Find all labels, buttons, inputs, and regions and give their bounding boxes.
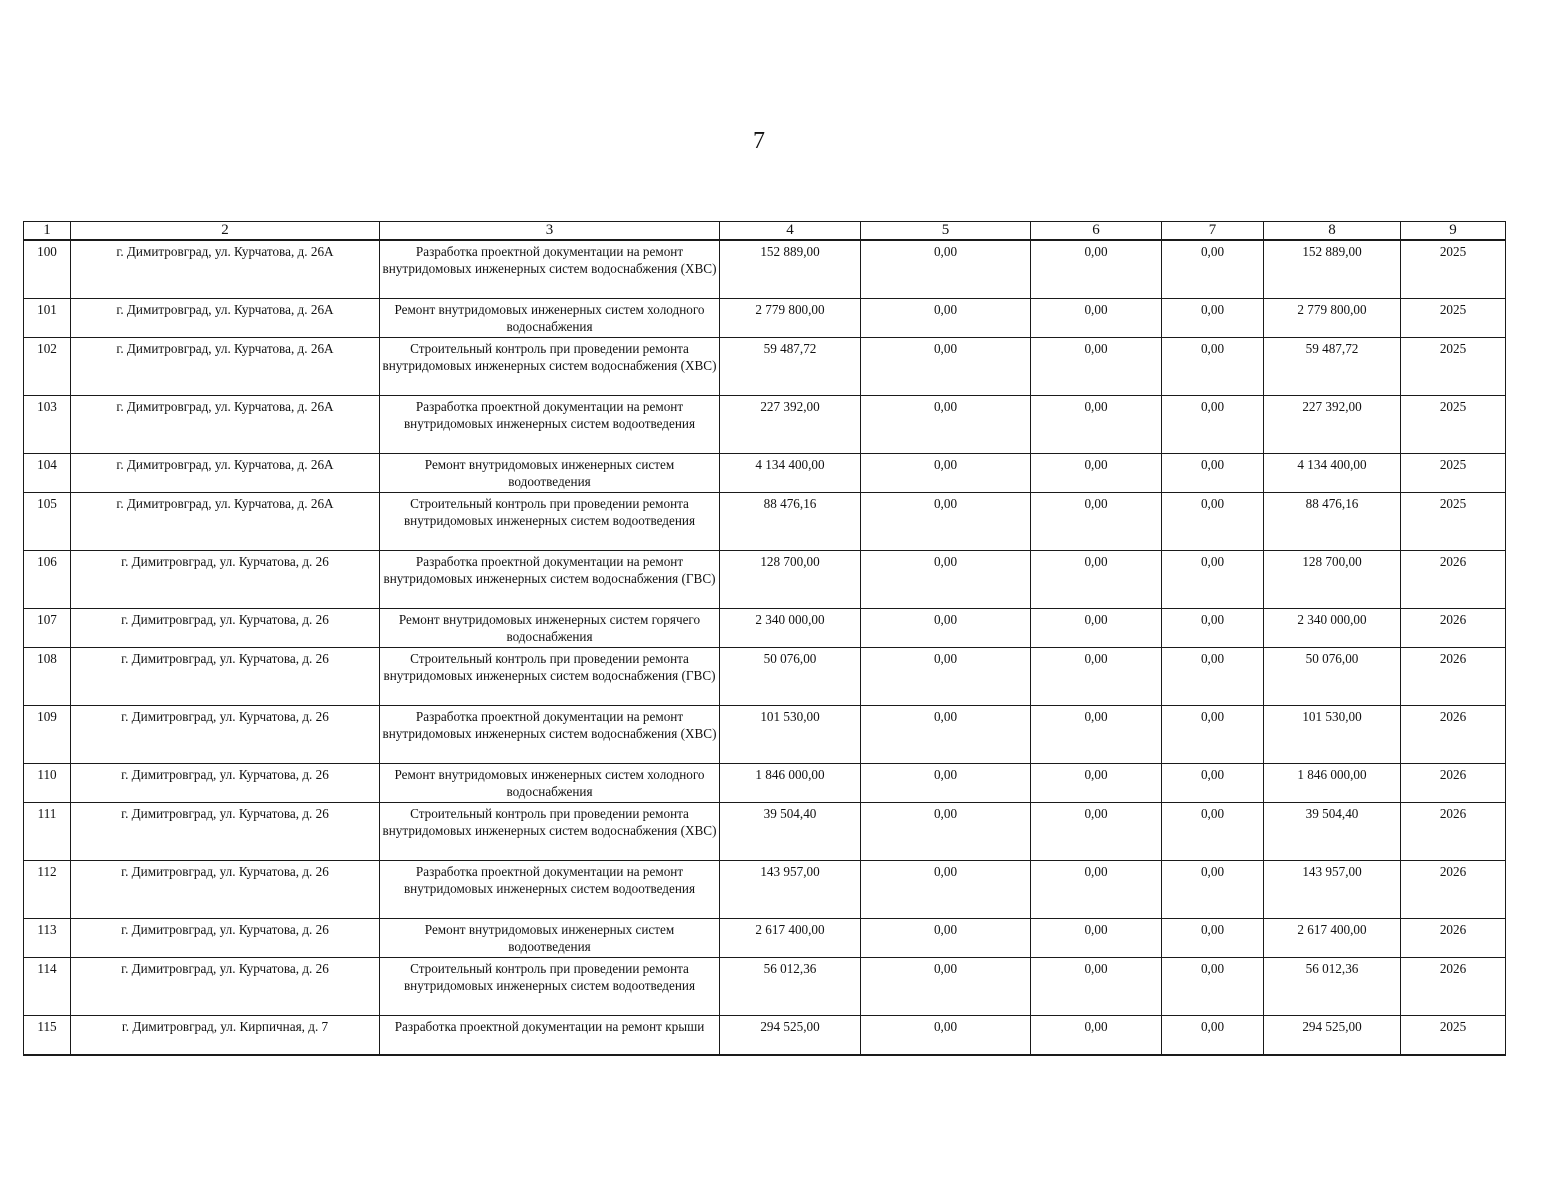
cell-municipal-cost: 0,00 — [1162, 454, 1264, 493]
cell-total-cost: 152 889,00 — [720, 240, 861, 299]
cell-owners-cost: 50 076,00 — [1264, 648, 1401, 706]
cell-total-cost: 294 525,00 — [720, 1016, 861, 1056]
cell-address: г. Димитровград, ул. Курчатова, д. 26 — [71, 861, 380, 919]
cell-work-type: Разработка проектной документации на ремонт внутридомовых инженерных систем водоснабжения (ХВС) — [380, 706, 720, 764]
cell-row-number: 111 — [24, 803, 71, 861]
cell-row-number: 114 — [24, 958, 71, 1016]
cell-municipal-cost: 0,00 — [1162, 338, 1264, 396]
cell-fund-cost: 0,00 — [861, 706, 1031, 764]
cell-address: г. Димитровград, ул. Курчатова, д. 26А — [71, 240, 380, 299]
cell-year: 2025 — [1401, 240, 1506, 299]
cell-year: 2026 — [1401, 764, 1506, 803]
cell-fund-cost: 0,00 — [861, 240, 1031, 299]
cell-owners-cost: 1 846 000,00 — [1264, 764, 1401, 803]
cell-municipal-cost: 0,00 — [1162, 861, 1264, 919]
cell-row-number: 108 — [24, 648, 71, 706]
cell-work-type: Ремонт внутридомовых инженерных систем холодного водоснабжения — [380, 764, 720, 803]
cell-row-number: 109 — [24, 706, 71, 764]
col-header-5: 5 — [861, 222, 1031, 241]
table-row — [24, 861, 1506, 919]
cell-total-cost: 4 134 400,00 — [720, 454, 861, 493]
table-header — [24, 222, 1506, 241]
cell-total-cost: 88 476,16 — [720, 493, 861, 551]
cell-work-type: Ремонт внутридомовых инженерных систем водоотведения — [380, 919, 720, 958]
cell-owners-cost: 39 504,40 — [1264, 803, 1401, 861]
col-header-8: 8 — [1264, 222, 1401, 241]
table-row — [24, 764, 1506, 803]
cell-address: г. Димитровград, ул. Кирпичная, д. 7 — [71, 1016, 380, 1056]
table-row — [24, 493, 1506, 551]
cell-row-number: 107 — [24, 609, 71, 648]
cell-municipal-cost: 0,00 — [1162, 648, 1264, 706]
cell-address: г. Димитровград, ул. Курчатова, д. 26 — [71, 919, 380, 958]
cell-municipal-cost: 0,00 — [1162, 493, 1264, 551]
cell-regional-cost: 0,00 — [1031, 493, 1162, 551]
cell-row-number: 110 — [24, 764, 71, 803]
cell-fund-cost: 0,00 — [861, 648, 1031, 706]
cell-year: 2026 — [1401, 551, 1506, 609]
cell-regional-cost: 0,00 — [1031, 706, 1162, 764]
col-header-3: 3 — [380, 222, 720, 241]
cell-municipal-cost: 0,00 — [1162, 551, 1264, 609]
cell-address: г. Димитровград, ул. Курчатова, д. 26 — [71, 706, 380, 764]
table-row — [24, 551, 1506, 609]
page-number: 7 — [753, 128, 765, 154]
cell-total-cost: 143 957,00 — [720, 861, 861, 919]
cell-total-cost: 2 779 800,00 — [720, 299, 861, 338]
cell-municipal-cost: 0,00 — [1162, 609, 1264, 648]
table-row — [24, 240, 1506, 299]
col-header-9: 9 — [1401, 222, 1506, 241]
cell-municipal-cost: 0,00 — [1162, 706, 1264, 764]
cell-owners-cost: 4 134 400,00 — [1264, 454, 1401, 493]
cell-owners-cost: 56 012,36 — [1264, 958, 1401, 1016]
cell-year: 2025 — [1401, 338, 1506, 396]
cell-owners-cost: 152 889,00 — [1264, 240, 1401, 299]
cell-year: 2025 — [1401, 493, 1506, 551]
cell-work-type: Ремонт внутридомовых инженерных систем горячего водоснабжения — [380, 609, 720, 648]
cell-fund-cost: 0,00 — [861, 861, 1031, 919]
cell-regional-cost: 0,00 — [1031, 299, 1162, 338]
cell-work-type: Строительный контроль при проведении ремонта внутридомовых инженерных систем водоснабжения (ХВС) — [380, 338, 720, 396]
cell-year: 2026 — [1401, 958, 1506, 1016]
cell-regional-cost: 0,00 — [1031, 240, 1162, 299]
cell-owners-cost: 2 340 000,00 — [1264, 609, 1401, 648]
cell-work-type: Разработка проектной документации на ремонт внутридомовых инженерных систем водоотведения — [380, 396, 720, 454]
cell-address: г. Димитровград, ул. Курчатова, д. 26 — [71, 958, 380, 1016]
cell-fund-cost: 0,00 — [861, 958, 1031, 1016]
cell-municipal-cost: 0,00 — [1162, 958, 1264, 1016]
cell-work-type: Строительный контроль при проведении ремонта внутридомовых инженерных систем водоотведения — [380, 493, 720, 551]
cell-address: г. Димитровград, ул. Курчатова, д. 26 — [71, 803, 380, 861]
cell-municipal-cost: 0,00 — [1162, 299, 1264, 338]
cell-work-type: Разработка проектной документации на ремонт внутридомовых инженерных систем водоотведения — [380, 861, 720, 919]
table-row — [24, 919, 1506, 958]
cell-row-number: 115 — [24, 1016, 71, 1056]
cell-regional-cost: 0,00 — [1031, 919, 1162, 958]
cell-owners-cost: 88 476,16 — [1264, 493, 1401, 551]
cell-owners-cost: 128 700,00 — [1264, 551, 1401, 609]
cell-total-cost: 2 340 000,00 — [720, 609, 861, 648]
cell-address: г. Димитровград, ул. Курчатова, д. 26 — [71, 609, 380, 648]
cell-year: 2026 — [1401, 648, 1506, 706]
col-header-2: 2 — [71, 222, 380, 241]
table-row — [24, 958, 1506, 1016]
cell-address: г. Димитровград, ул. Курчатова, д. 26А — [71, 396, 380, 454]
cell-address: г. Димитровград, ул. Курчатова, д. 26 — [71, 648, 380, 706]
cell-total-cost: 101 530,00 — [720, 706, 861, 764]
cell-regional-cost: 0,00 — [1031, 803, 1162, 861]
cell-municipal-cost: 0,00 — [1162, 919, 1264, 958]
table-row — [24, 299, 1506, 338]
cell-total-cost: 1 846 000,00 — [720, 764, 861, 803]
table-row — [24, 454, 1506, 493]
cell-regional-cost: 0,00 — [1031, 338, 1162, 396]
col-header-6: 6 — [1031, 222, 1162, 241]
table-row — [24, 609, 1506, 648]
cell-year: 2026 — [1401, 861, 1506, 919]
cell-work-type: Разработка проектной документации на ремонт крыши — [380, 1016, 720, 1056]
works-table — [23, 221, 1506, 1056]
cell-fund-cost: 0,00 — [861, 609, 1031, 648]
cell-work-type: Строительный контроль при проведении ремонта внутридомовых инженерных систем водоотведения — [380, 958, 720, 1016]
cell-total-cost: 50 076,00 — [720, 648, 861, 706]
cell-year: 2026 — [1401, 803, 1506, 861]
table-body — [24, 240, 1506, 1055]
cell-regional-cost: 0,00 — [1031, 648, 1162, 706]
cell-row-number: 113 — [24, 919, 71, 958]
table-row — [24, 338, 1506, 396]
cell-owners-cost: 2 617 400,00 — [1264, 919, 1401, 958]
cell-address: г. Димитровград, ул. Курчатова, д. 26А — [71, 299, 380, 338]
cell-work-type: Разработка проектной документации на ремонт внутридомовых инженерных систем водоснабжения (ГВС) — [380, 551, 720, 609]
cell-regional-cost: 0,00 — [1031, 764, 1162, 803]
cell-year: 2025 — [1401, 1016, 1506, 1056]
cell-fund-cost: 0,00 — [861, 803, 1031, 861]
cell-year: 2026 — [1401, 609, 1506, 648]
cell-regional-cost: 0,00 — [1031, 551, 1162, 609]
cell-total-cost: 227 392,00 — [720, 396, 861, 454]
cell-municipal-cost: 0,00 — [1162, 764, 1264, 803]
cell-year: 2025 — [1401, 299, 1506, 338]
cell-year: 2025 — [1401, 396, 1506, 454]
cell-row-number: 105 — [24, 493, 71, 551]
table-row — [24, 396, 1506, 454]
cell-fund-cost: 0,00 — [861, 551, 1031, 609]
table-row — [24, 706, 1506, 764]
cell-address: г. Димитровград, ул. Курчатова, д. 26 — [71, 764, 380, 803]
cell-fund-cost: 0,00 — [861, 299, 1031, 338]
header-row — [24, 222, 1506, 241]
cell-address: г. Димитровград, ул. Курчатова, д. 26 — [71, 551, 380, 609]
cell-municipal-cost: 0,00 — [1162, 1016, 1264, 1056]
table-row — [24, 1016, 1506, 1056]
table-row — [24, 803, 1506, 861]
cell-owners-cost: 2 779 800,00 — [1264, 299, 1401, 338]
cell-row-number: 104 — [24, 454, 71, 493]
cell-owners-cost: 101 530,00 — [1264, 706, 1401, 764]
cell-municipal-cost: 0,00 — [1162, 240, 1264, 299]
cell-total-cost: 59 487,72 — [720, 338, 861, 396]
cell-regional-cost: 0,00 — [1031, 454, 1162, 493]
cell-total-cost: 2 617 400,00 — [720, 919, 861, 958]
cell-total-cost: 128 700,00 — [720, 551, 861, 609]
cell-fund-cost: 0,00 — [861, 764, 1031, 803]
cell-fund-cost: 0,00 — [861, 919, 1031, 958]
cell-fund-cost: 0,00 — [861, 1016, 1031, 1056]
cell-fund-cost: 0,00 — [861, 493, 1031, 551]
cell-fund-cost: 0,00 — [861, 454, 1031, 493]
cell-owners-cost: 227 392,00 — [1264, 396, 1401, 454]
cell-total-cost: 39 504,40 — [720, 803, 861, 861]
cell-regional-cost: 0,00 — [1031, 958, 1162, 1016]
cell-fund-cost: 0,00 — [861, 396, 1031, 454]
cell-work-type: Строительный контроль при проведении ремонта внутридомовых инженерных систем водоснабжения (ГВС) — [380, 648, 720, 706]
cell-address: г. Димитровград, ул. Курчатова, д. 26А — [71, 338, 380, 396]
cell-address: г. Димитровград, ул. Курчатова, д. 26А — [71, 454, 380, 493]
col-header-1: 1 — [24, 222, 71, 241]
cell-work-type: Ремонт внутридомовых инженерных систем холодного водоснабжения — [380, 299, 720, 338]
cell-regional-cost: 0,00 — [1031, 609, 1162, 648]
cell-row-number: 102 — [24, 338, 71, 396]
cell-municipal-cost: 0,00 — [1162, 803, 1264, 861]
cell-fund-cost: 0,00 — [861, 338, 1031, 396]
cell-regional-cost: 0,00 — [1031, 861, 1162, 919]
cell-owners-cost: 294 525,00 — [1264, 1016, 1401, 1056]
cell-row-number: 103 — [24, 396, 71, 454]
cell-work-type: Ремонт внутридомовых инженерных систем водоотведения — [380, 454, 720, 493]
cell-year: 2026 — [1401, 706, 1506, 764]
cell-row-number: 101 — [24, 299, 71, 338]
cell-municipal-cost: 0,00 — [1162, 396, 1264, 454]
table-row — [24, 648, 1506, 706]
cell-year: 2026 — [1401, 919, 1506, 958]
cell-work-type: Разработка проектной документации на ремонт внутридомовых инженерных систем водоснабжения (ХВС) — [380, 240, 720, 299]
cell-owners-cost: 59 487,72 — [1264, 338, 1401, 396]
cell-row-number: 112 — [24, 861, 71, 919]
cell-total-cost: 56 012,36 — [720, 958, 861, 1016]
col-header-4: 4 — [720, 222, 861, 241]
cell-year: 2025 — [1401, 454, 1506, 493]
cell-regional-cost: 0,00 — [1031, 396, 1162, 454]
col-header-7: 7 — [1162, 222, 1264, 241]
cell-row-number: 100 — [24, 240, 71, 299]
cell-regional-cost: 0,00 — [1031, 1016, 1162, 1056]
cell-row-number: 106 — [24, 551, 71, 609]
cell-work-type: Строительный контроль при проведении ремонта внутридомовых инженерных систем водоснабжения (ХВС) — [380, 803, 720, 861]
cell-owners-cost: 143 957,00 — [1264, 861, 1401, 919]
cell-address: г. Димитровград, ул. Курчатова, д. 26А — [71, 493, 380, 551]
